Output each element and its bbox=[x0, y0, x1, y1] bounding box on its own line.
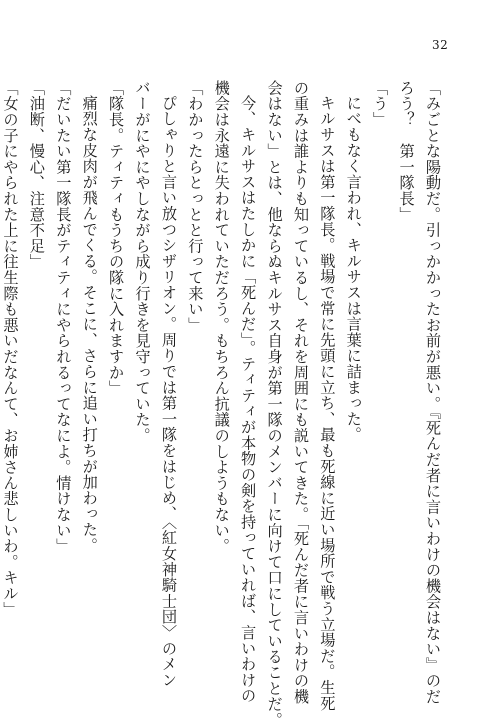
text-line: ろう？ 第一隊長」 bbox=[397, 80, 416, 223]
text-line: 「みごとな陽動だ。引っかかったお前が悪い。『死んだ者に言いわけの機会はない』のだ bbox=[424, 80, 442, 705]
text-line: 「油断、慢心、注意不足」 bbox=[27, 80, 46, 270]
vertical-text-block bbox=[1, 80, 446, 728]
text-line: 今、キルサスはたしかに「死んだ」。ティティが本物の剣を持っていれば、言いわけの bbox=[239, 95, 258, 704]
text-line: 「だいたい第一隊長がティティにやられるってなによ。情けない」 bbox=[54, 80, 73, 554]
text-line: バーがにやにやしながら成り行きを見守っていた。 bbox=[133, 80, 152, 444]
text-line: 「わかったらとっとと行って来い」 bbox=[186, 80, 205, 333]
text-line: にべもなく言われ、キルサスは言葉に詰まった。 bbox=[344, 95, 363, 443]
text-line: の重みは誰よりも知っているし、それを周囲にも説いてきた。「死んだ者に言いわけの機 bbox=[291, 80, 310, 705]
text-line: 機会は永遠に失われていただろう。もちろん抗議のしようもない。 bbox=[212, 80, 231, 554]
text-line: 会はない」とは、他ならぬキルサス自身が第一隊のメンバーに向けて口にしていることだ。 bbox=[265, 80, 284, 728]
text-line: 痛烈な皮肉が飛んでくる。そこに、さらに追い打ちが加わった。 bbox=[80, 95, 99, 554]
text-line: 「隊長。ティティもうちの隊に入れますか」 bbox=[107, 80, 126, 396]
page-number: 32 bbox=[432, 38, 449, 52]
text-line: キルサスは第一隊長。戦場で常に先頭に立ち、最も死線に近い場所で戦う立場だ。生死 bbox=[318, 95, 337, 712]
text-line: 「女の子にやられた上に往生際も悪いだなんて、お姉さん悲しいわ。キル」 bbox=[1, 80, 20, 618]
text-line: 「う」 bbox=[371, 80, 390, 128]
text-line: ぴしゃりと言い放つシザリオン。周りでは第一隊をはじめ、〈紅女神騎士団〉のメン bbox=[159, 95, 178, 688]
